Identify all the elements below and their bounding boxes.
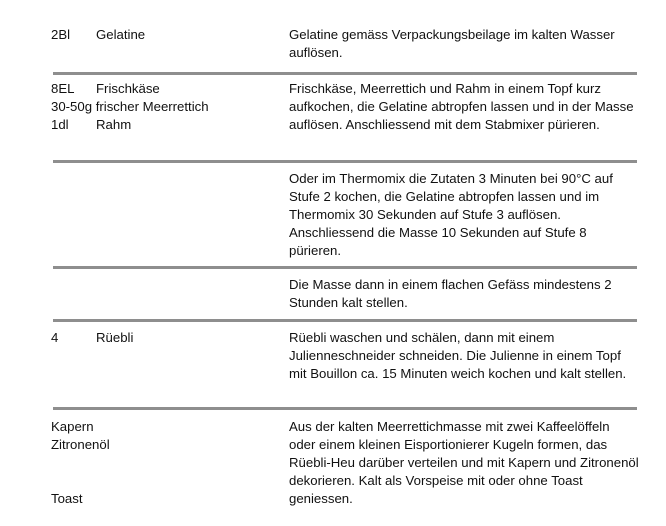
ingredient-quantity: 8EL <box>51 81 75 96</box>
ingredient-line: Zitronenöl <box>51 437 110 452</box>
ingredient-quantity: 2Bl <box>51 27 71 42</box>
row-divider <box>53 319 637 322</box>
ingredient-line: 30-50g frischer Meerrettich <box>51 99 209 114</box>
row-divider <box>53 160 637 163</box>
ingredient-name: Frischkäse <box>96 81 160 96</box>
instruction-text: Die Masse dann in einem flachen Gefäss mindestens 2 Stunden kalt stellen. <box>289 277 612 310</box>
instruction-text: Rüebli waschen und schälen, dann mit einem Julienneschneider schneiden. Die Julienne in einem Topf mit Bouillon ca. 15 Minuten weich kochen und kalt stellen. <box>289 330 627 381</box>
ingredient-name: Rahm <box>96 117 132 132</box>
row-divider <box>53 407 637 410</box>
ingredient-line: Toast <box>51 491 83 506</box>
instruction-text: Gelatine gemäss Verpackungsbeilage im kalten Wasser auflösen. <box>289 27 615 60</box>
instruction-text: Aus der kalten Meerrettichmasse mit zwei Kaffeelöffeln oder einem kleinen Eisportionierer Kugeln formen, das Rüebli-Heu darüber verteilen und mit Kapern und Zitronenöl dekorieren. Kalt als Vorspeise mit oder ohne Toast geniessen. <box>289 419 639 506</box>
ingredient-quantity: 1dl <box>51 117 69 132</box>
instruction-text: Frischkäse, Meerrettich und Rahm in einem Topf kurz aufkochen, die Gelatine abtropfen lassen und in der Masse auflösen. Anschliessend mit dem Stabmixer pürieren. <box>289 81 634 132</box>
row-divider <box>53 72 637 75</box>
ingredient-name: Gelatine <box>96 27 146 42</box>
ingredient-name: Rüebli <box>96 330 134 345</box>
ingredient-quantity: 4 <box>51 330 59 345</box>
instruction-text: Oder im Thermomix die Zutaten 3 Minuten bei 90°C auf Stufe 2 kochen, die Gelatine abtropfen lassen und im Thermomix 30 Sekunden auf Stufe 3 auflösen. Anschliessend die Masse 10 Sekunden auf Stufe 8 pürieren. <box>289 171 613 258</box>
ingredient-line: Kapern <box>51 419 94 434</box>
row-divider <box>53 266 637 269</box>
